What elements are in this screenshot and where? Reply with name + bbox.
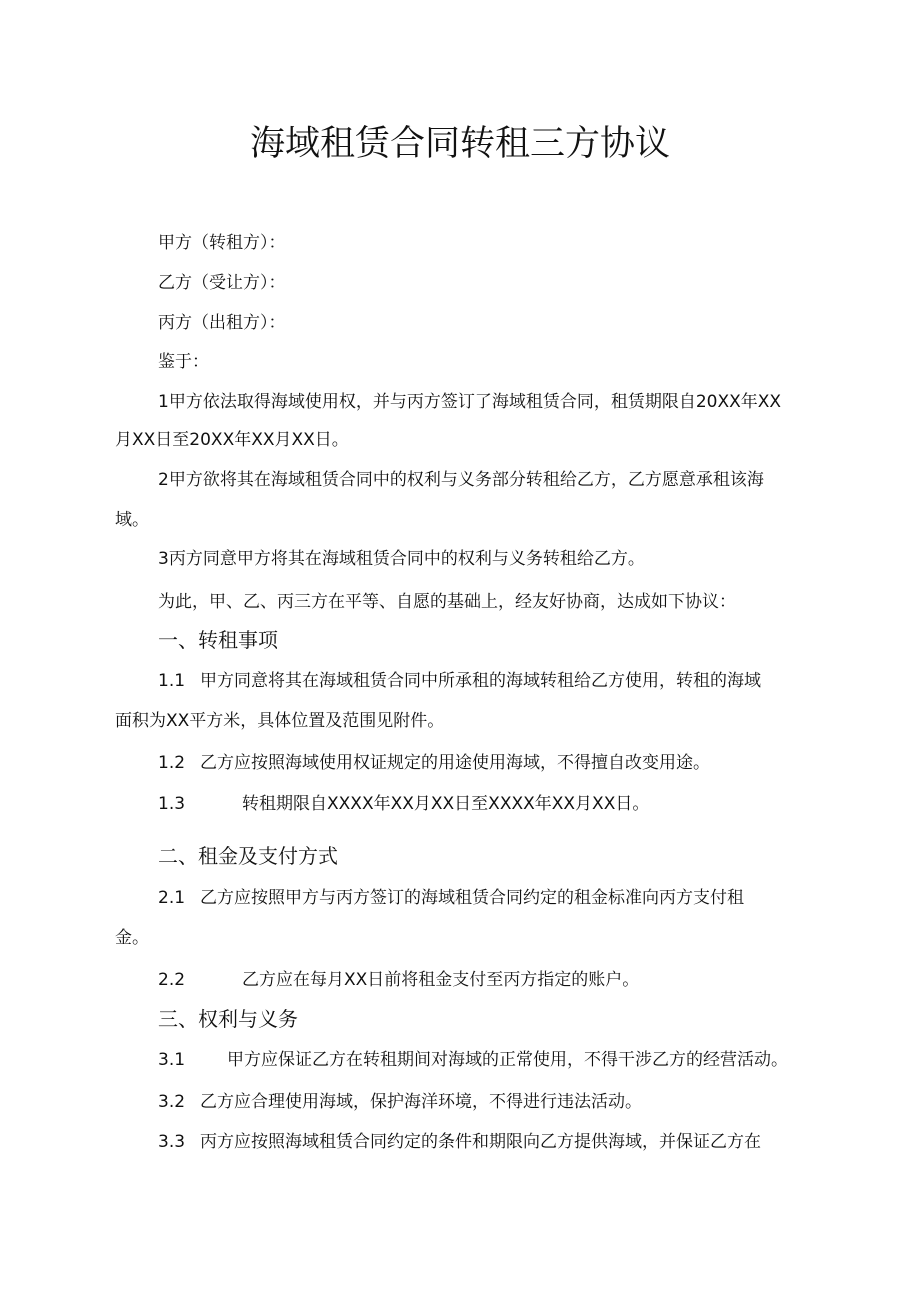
clause-1-1-line-1 xyxy=(158,669,868,693)
recital-2-line-2: 域。 xyxy=(115,510,149,530)
recital-2-line-1: 2甲方欲将其在海域租赁合同中的权利与义务部分转租给乙方，乙方愿意承租该海 xyxy=(158,470,764,490)
clause-3-2 xyxy=(158,1090,868,1114)
agreement-statement: 为此，甲、乙、丙三方在平等、自愿的基础上，经友好协商，达成如下协议： xyxy=(158,592,736,612)
clause-1-2 xyxy=(158,751,868,775)
party-a-line: 甲方（转租方）： xyxy=(158,233,286,253)
clause-3-1-number: 3.1 xyxy=(158,1050,186,1070)
clause-1-2-number: 1.2 xyxy=(158,753,186,773)
clause-1-2-text: 乙方应按照海域使用权证规定的用途使用海域，不得擅自改变用途。 xyxy=(200,753,710,773)
clause-2-2-text: 乙方应在每月XX日前将租金支付至丙方指定的账户。 xyxy=(242,970,640,990)
clause-3-3 xyxy=(158,1130,868,1154)
clause-1-1-line-2: 面积为XX平方米，具体位置及范围见附件。 xyxy=(115,711,445,731)
clause-1-3-text: 转租期限自XXXX年XX月XX日至XXXX年XX月XX日。 xyxy=(242,794,650,814)
clause-1-1-number: 1.1 xyxy=(158,671,186,691)
clause-2-1-line-2: 金。 xyxy=(115,928,149,948)
clause-3-3-text: 丙方应按照海域租赁合同约定的条件和期限向乙方提供海域，并保证乙方在 xyxy=(200,1132,761,1152)
section-3-heading: 三、权利与义务 xyxy=(158,1007,298,1031)
whereas-label: 鉴于： xyxy=(158,352,209,372)
party-c-line: 丙方（出租方）： xyxy=(158,313,286,333)
clause-1-1-text: 甲方同意将其在海域租赁合同中所承租的海域转租给乙方使用，转租的海域 xyxy=(200,671,761,691)
section-2-heading: 二、租金及支付方式 xyxy=(158,844,338,868)
document-title: 海域租赁合同转租三方协议 xyxy=(249,124,670,164)
clause-2-2-number: 2.2 xyxy=(158,970,186,990)
clause-3-2-text: 乙方应合理使用海域，保护海洋环境，不得进行违法活动。 xyxy=(200,1092,642,1112)
clause-1-3-number: 1.3 xyxy=(158,794,186,814)
recital-1-line-1: 1甲方依法取得海域使用权，并与丙方签订了海域租赁合同，租赁期限自20XX年XX xyxy=(158,392,782,412)
party-b-line: 乙方（受让方）： xyxy=(158,273,286,293)
section-1-heading: 一、转租事项 xyxy=(158,628,278,652)
clause-1-3 xyxy=(158,792,868,816)
clause-3-1 xyxy=(158,1048,868,1072)
clause-2-2 xyxy=(158,968,868,992)
clause-3-1-text: 甲方应保证乙方在转租期间对海域的正常使用，不得干涉乙方的经营活动。 xyxy=(227,1050,788,1070)
clause-2-1-text: 乙方应按照甲方与丙方签订的海域租赁合同约定的租金标准向丙方支付租 xyxy=(200,888,744,908)
recital-1-line-2: 月XX日至20XX年XX月XX日。 xyxy=(115,430,349,450)
clause-2-1-number: 2.1 xyxy=(158,888,186,908)
clause-3-3-number: 3.3 xyxy=(158,1132,186,1152)
recital-3: 3丙方同意甲方将其在海域租赁合同中的权利与义务转租给乙方。 xyxy=(158,549,645,569)
clause-2-1-line-1 xyxy=(158,886,868,910)
clause-3-2-number: 3.2 xyxy=(158,1092,186,1112)
